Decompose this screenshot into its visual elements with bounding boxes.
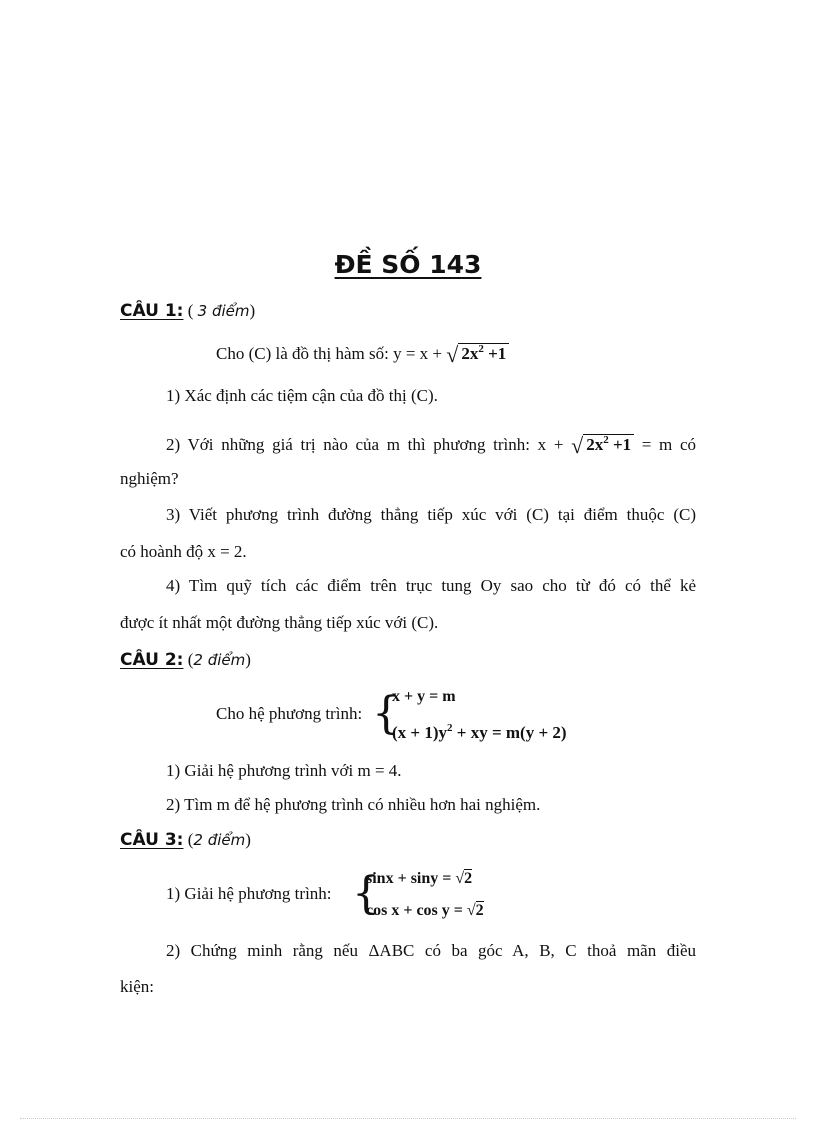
question-1-points: 3 điểm — [197, 302, 250, 320]
question-2-item-1: 1) Giải hệ phương trình với m = 4. — [166, 761, 402, 780]
question-1-item-2-line-2: nghiệm? — [120, 469, 179, 488]
question-2-item-2: 2) Tìm m để hệ phương trình có nhiều hơn hai nghiệm. — [166, 795, 541, 814]
sqrt-expression-2: √ $2x^2 +1$ — [571, 433, 634, 459]
question-3-heading: CÂU 3: (2 điểm) — [120, 830, 251, 850]
system-brace-2: { — [352, 868, 380, 919]
question-1-intro: Cho (C) là đồ thị hàm số: y = x + √ $2x^2 +1$ — [216, 342, 509, 368]
system-brace-1: { — [372, 688, 400, 739]
question-1-item-2-line-1: 2) Với những giá trị nào của m thì phương trình: x + √ $2x^2 +1 = m$ có — [166, 433, 696, 458]
question-2-label: CÂU 2: — [120, 650, 184, 670]
question-1-label: CÂU 1: — [120, 301, 184, 321]
question-3-equation-2: cos x + cos y = √2 — [366, 902, 484, 919]
question-2-equation-1: x + y = m — [392, 688, 456, 705]
question-3-item-2-line-1: 2) Chứng minh rằng nếu ΔABC có ba góc A, B, C thoả mãn điều — [166, 941, 696, 960]
sqrt-expression: √ $2x^2 +1$ — [446, 342, 509, 368]
question-1-item-4-line-1: 4) Tìm quỹ tích các điểm trên trục tung Oy sao cho từ đó có thể kẻ — [166, 576, 696, 595]
question-1-item-1: 1) Xác định các tiệm cận của đồ thị (C). — [166, 386, 438, 405]
question-1-item-3-line-2: có hoành độ x = 2. — [120, 542, 247, 561]
question-3-label: CÂU 3: — [120, 830, 184, 850]
question-3-points: 2 điểm — [193, 831, 246, 849]
question-1-heading: CÂU 1: ( 3 điểm) — [120, 301, 256, 321]
question-2-points: 2 điểm — [193, 651, 246, 669]
question-2-intro: Cho hệ phương trình: — [216, 704, 363, 723]
question-1-item-3-line-1: 3) Viết phương trình đường thẳng tiếp xúc với (C) tại điểm thuộc (C) — [166, 505, 696, 524]
exam-title: ĐỀ SỐ 143 — [334, 250, 482, 279]
question-2-equation-2: $(x + 1)y^2$ + xy = m(y + 2) — [392, 722, 567, 742]
question-3-equation-1: sinx + siny = √2 — [366, 870, 473, 887]
question-1-item-4-line-2: được ít nhất một đường thẳng tiếp xúc với (C). — [120, 613, 439, 632]
question-2-heading: CÂU 2: (2 điểm) — [120, 650, 251, 670]
question-3-item-1: 1) Giải hệ phương trình: — [166, 884, 332, 903]
question-3-item-2-line-2: kiện: — [120, 977, 154, 996]
page-bottom-border — [20, 1118, 796, 1119]
